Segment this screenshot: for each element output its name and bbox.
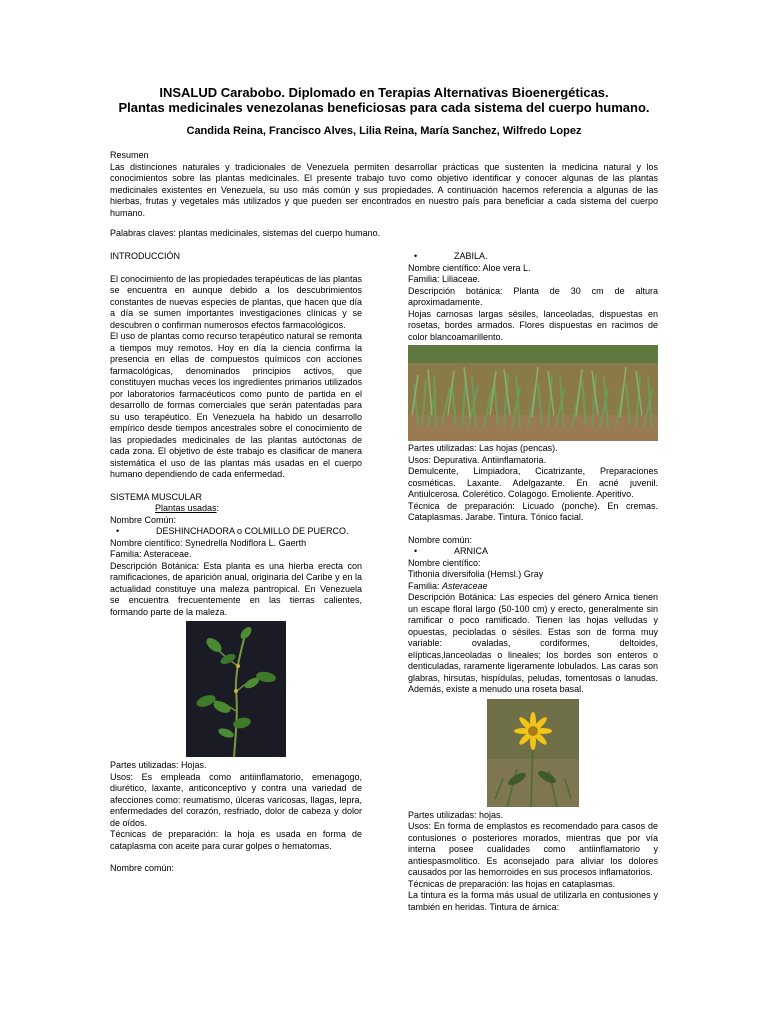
zabila-preparation: Técnica de preparación: Licuado (ponche). En cremas. Cataplasmas. Jarabe. Tintura. Tónico facial. xyxy=(408,500,658,522)
plant-botanical-description: Descripción Botánica: Esta planta es una hierba erecta con ramificaciones, de aparición anual, originaria del Caribe y en la actualidad constituye una maleza pantropical. En Venezuela se encuentra frecuentemente en las tierras calientes, formando parte de la maleza. xyxy=(110,560,362,617)
plant-parts-used: Partes utilizadas: Hojas. xyxy=(110,760,207,770)
plant-name-zabila: • ZABILA. xyxy=(408,251,658,263)
arnica-uses: Usos: En forma de emplastos es recomendado para casos de contusiones o posteriores morados, mientras que por vía interna posee cualidades como antiinflamatorio y antiespasmolítico. Es aconsejado para aliviar los dolores causados por las hemorroides en sus procesos inflamatorios. xyxy=(408,821,658,877)
arnica-preparation: Técnicas de preparación: las hojas en cataplasmas. xyxy=(408,878,616,889)
right-column xyxy=(408,251,658,913)
plant-scientific-name: Nombre científico: Synedrella Nodiflora L. Gaerth xyxy=(110,537,307,548)
zabila-scientific-name: Nombre científico: Aloe vera L. xyxy=(408,262,531,273)
section-heading-muscular: SISTEMA MUSCULAR xyxy=(110,491,203,502)
arnica-family xyxy=(408,581,658,593)
left-column xyxy=(110,251,362,875)
arnica-scientific-label: Nombre científico: xyxy=(408,557,481,568)
abstract-heading: Resumen xyxy=(110,150,149,160)
arnica-scientific-name: Tithonia diversifolia (Hemsl.) Gray xyxy=(408,569,544,579)
zabila-uses: Usos: Depurativa. Antiinflamatoria. xyxy=(408,454,547,465)
plant-name-arnica: • ARNICA xyxy=(408,546,658,558)
abstract-section xyxy=(110,150,658,219)
arnica-botanical: Descripción Botánica: Las especies del género Arnica tienen un escape floral largo (50-100 cm) y erecto, generalmente sin ramificar o poco ramificado. Tienen las hojas velludas y opuestas, pecioladas o sésiles. Estas son de forma muy variable: ovaladas, cordiformes, deltoides, elípticas,lanceoladas o lineales; los bordes son enteros o denticuladas, raramente ligeramente lobulados. Las caras son glabras, hirsutas, hispídulas, peludas, tomentosas o lanudas. Además, existe a menudo una roseta basal. xyxy=(408,592,658,694)
arnica-tincture: La tintura es la forma más usual de utilizarla en contusiones y también en heridas. Tintura de árnica: xyxy=(408,890,658,912)
intro-heading: INTRODUCCIÓN xyxy=(110,251,180,261)
plant-uses: Usos: Es empleada como antiinflamatorio, emenagogo, diurético, laxante, anticonceptivo y contra una variedad de afecciones como: reumatismo, úlceras varicosas, llagas, lepra, enfermedades del corazón, resfriado, dolor de cabeza y dolor de oídos. xyxy=(110,771,362,828)
arnica-flower-photo xyxy=(487,699,579,807)
intro-paragraph-1: El conocimiento de las propiedades terapéuticas de las plantas se encuentra en aunque debido a los descubrimientos constantes de nuevas especies de plantas, que hacen que día a día se sumen importantes investigaciones clínicas y se descubren o confirman numerosos efectos farmacológicos. xyxy=(110,273,362,330)
keywords: Palabras claves: plantas medicinales, sistemas del cuerpo humano. xyxy=(110,228,381,238)
paper-title-line-1: INSALUD Carabobo. Diplomado en Terapias Alternativas Bioenergéticas. xyxy=(159,85,609,100)
plants-used-text: Plantas usadas xyxy=(155,503,217,513)
zabila-family: Familia: Liliaceae. xyxy=(408,274,481,284)
zabila-parts-used: Partes utilizadas: Las hojas (pencas). xyxy=(408,443,558,453)
aloe-vera-field-photo xyxy=(408,345,658,441)
zabila-botanical: Descripción botánica: Planta de 30 cm de altura aproximadamente. xyxy=(408,285,658,307)
arnica-family-label: Familia: xyxy=(408,580,440,591)
zabila-leaves-description: Hojas carnosas largas sésiles, lanceoladas, dispuestas en rosetas, bordes armados. Flores dispuestas en racimos de color blancoamarillento. xyxy=(408,308,658,342)
paper-authors: Candida Reina, Francisco Alves, Lilia Reina, María Sanchez, Wilfredo Lopez xyxy=(186,125,582,137)
plants-used-label: Plantas usadas: xyxy=(155,503,220,513)
arnica-common-name-label: Nombre común: xyxy=(408,534,473,545)
zabila-uses-list: Demulcente, Limpiadora, Cicatrizante, Preparaciones cosméticas. Laxante. Adelgazante. En acné juvenil. Antiulcerosa. Colerético. Colagogo. Emoliente. Aperitivo. xyxy=(408,466,658,499)
plant-name-deshinchadora: • DESHINCHADORA o COLMILLO DE PUERCO. xyxy=(110,526,362,538)
plant-preparation: Técnicas de preparación: la hoja es usada en forma de cataplasma con aceite para curar golpes o hematomas. xyxy=(110,829,362,851)
arnica-family-value: Asteraceae xyxy=(442,580,488,591)
synedrella-plant-photo xyxy=(186,621,286,757)
next-common-name-label: Nombre común: xyxy=(110,863,175,873)
plant-family: Familia: Asteraceae. xyxy=(110,549,192,559)
common-name-label: Nombre Común: xyxy=(110,514,177,525)
intro-paragraph-2: El uso de plantas como recurso terapéutico natural se remonta a tiempos muy remotos. Hoy en día la ciencia confirma la presencia en ellas de compuestos químicos con acciones farmacológicas, denominados principios activos, que constituyen muchas veces los ingredientes primarios utilizados por laboratorios farmacéuticos como punto de partida en el desarrollo de formas comerciales que serán patentadas para su uso terapéutico. En Venezuela ha habido un desarrollo empírico desde tiempos ancestrales sobre el conocimiento de las propiedades medicinales de las plantas autóctonas de cada zona. El objetivo de éste trabajo es clasificar de manera sistemática el uso de las plantas más usadas en el cuerpo humano dependiendo de cada enfermedad. xyxy=(110,331,362,479)
arnica-parts-used: Partes utilizadas: hojas. xyxy=(408,809,504,820)
abstract-text: Las distinciones naturales y tradicionales de Venezuela permiten desarrollar prácticas que sustenten la medicina natural y los conocimientos sobre las plantas medicinales. El presente trabajo tuvo como objetivo identificar y conocer algunas de las plantas medicinales existentes en Venezuela, su uso más común y sus propiedades. A continuación hacemos referencia a algunas de las hierbas, frutas y vegetales más utilizados y que pueden ser encontrados en nuestro país para beneficiar a cada sistema del cuerpo humano. xyxy=(110,161,658,218)
paper-title-line-2: Plantas medicinales venezolanas beneficiosas para cada sistema del cuerpo humano. xyxy=(118,100,650,115)
